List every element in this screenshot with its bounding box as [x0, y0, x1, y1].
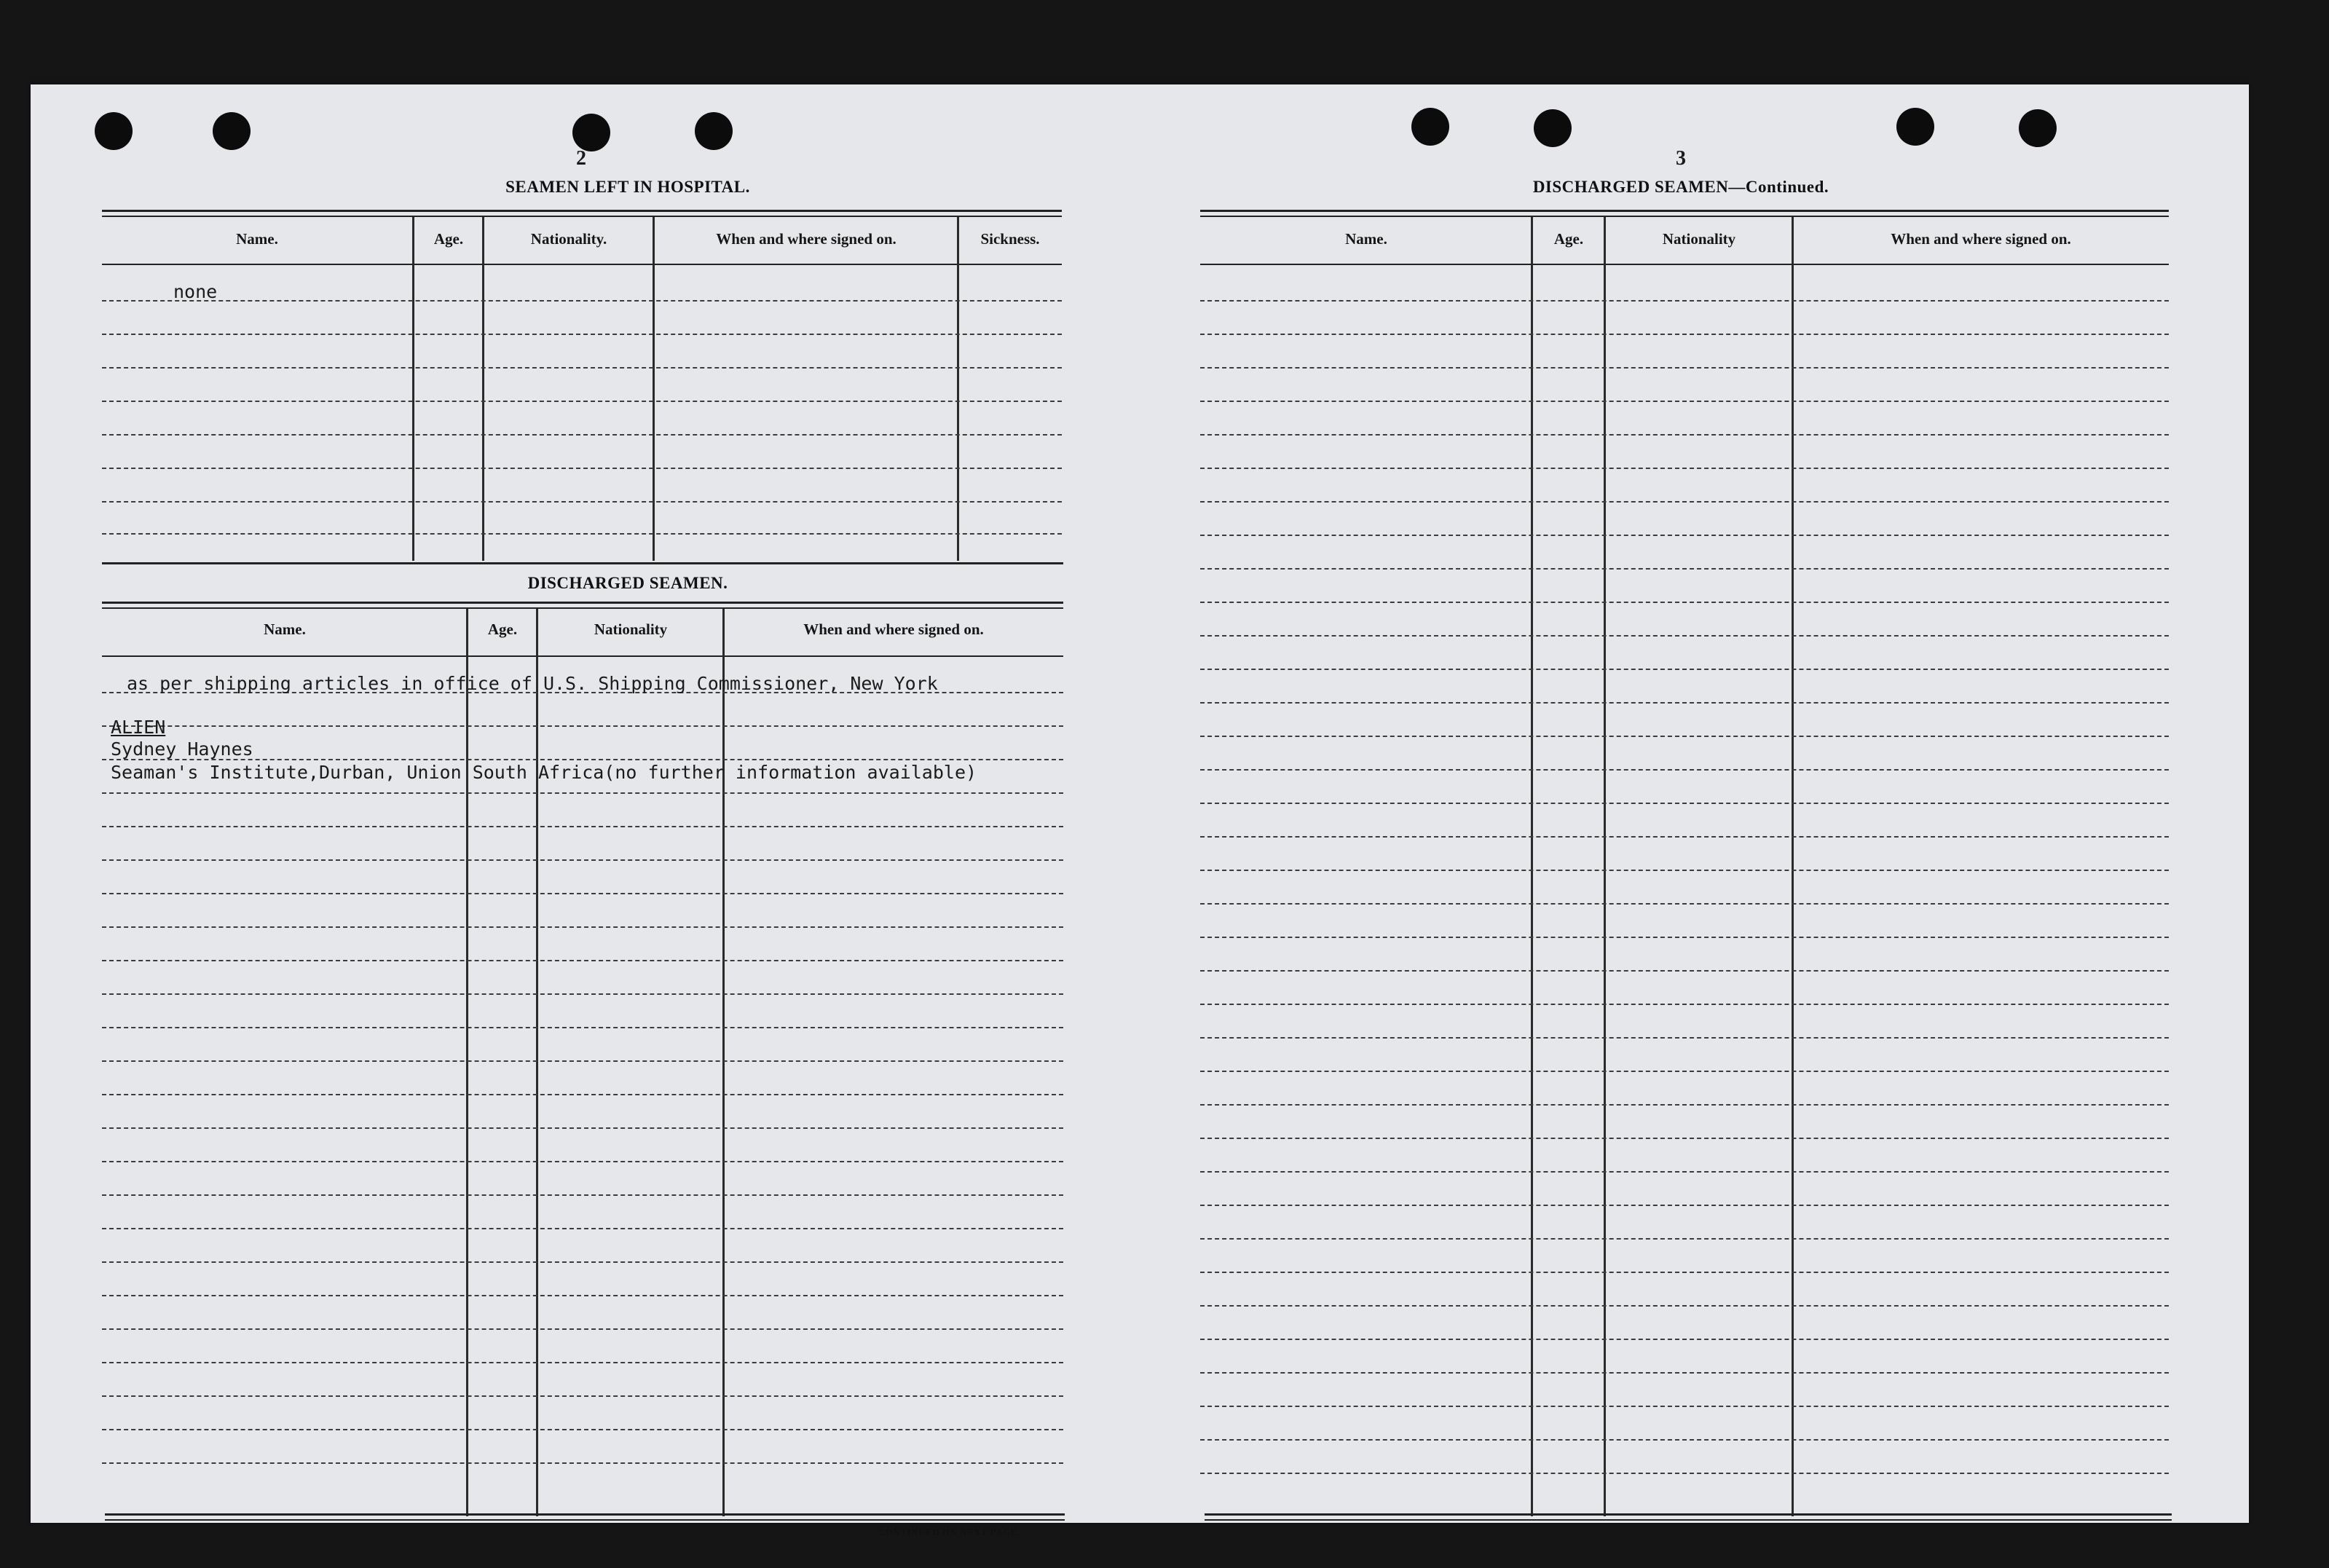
row-line	[1200, 1138, 2169, 1139]
row-line	[102, 1194, 1063, 1196]
column-header: Nationality	[1662, 230, 1736, 248]
punch-hole	[95, 112, 133, 150]
page-number: 3	[1676, 147, 1686, 170]
row-line	[1200, 568, 2169, 570]
row-line	[102, 1161, 1063, 1162]
table-top-rule	[102, 602, 1063, 604]
column-header: Nationality	[594, 620, 668, 638]
row-line	[1200, 1205, 2169, 1206]
page-number: 2	[576, 147, 586, 170]
row-line	[1200, 1305, 2169, 1307]
header-rule	[102, 264, 1062, 265]
row-line	[1200, 1171, 2169, 1173]
column-divider	[482, 217, 484, 561]
table-bottom-rule	[105, 1519, 1065, 1521]
row-line	[102, 401, 1062, 402]
column-divider	[536, 609, 538, 1516]
discharged-entry: as per shipping articles in office of U.S. Shipping Commissioner, New York	[127, 673, 938, 694]
column-header: Sickness.	[980, 230, 1040, 248]
row-line	[1200, 836, 2169, 838]
row-line	[102, 893, 1063, 894]
row-line	[1200, 635, 2169, 637]
punch-hole	[572, 114, 610, 151]
row-line	[102, 725, 1063, 727]
discharged-entry: Seaman's Institute,Durban, Union South Africa(no further information available)	[111, 762, 977, 783]
row-line	[1200, 434, 2169, 436]
column-header: When and where signed on.	[716, 230, 896, 248]
discharged-entry: Sydney Haynes	[111, 738, 253, 760]
table-top-rule	[1200, 216, 2169, 217]
row-line	[1200, 300, 2169, 302]
row-line	[1200, 669, 2169, 670]
column-divider	[466, 609, 468, 1516]
row-line	[1200, 1339, 2169, 1340]
row-line	[1200, 1004, 2169, 1005]
column-header: Age.	[487, 620, 518, 638]
row-line	[1200, 501, 2169, 503]
row-line	[102, 501, 1062, 503]
table-bottom-rule	[1205, 1519, 2172, 1521]
column-divider	[653, 217, 655, 561]
column-divider	[957, 217, 959, 561]
row-line	[102, 1395, 1063, 1397]
row-line	[102, 468, 1062, 469]
column-header: When and where signed on.	[1891, 230, 2071, 248]
row-line	[1200, 1372, 2169, 1374]
continued-note: CONTINUED ON NEXT PAGE.	[878, 1526, 1020, 1537]
row-line	[102, 1462, 1063, 1464]
row-line	[102, 960, 1063, 961]
row-line	[1200, 1104, 2169, 1106]
row-line	[102, 1127, 1063, 1129]
row-line	[1200, 803, 2169, 804]
paper-sheet	[31, 84, 2249, 1537]
table-bottom-rule	[105, 1513, 1065, 1516]
row-line	[102, 1027, 1063, 1028]
punch-hole	[695, 112, 733, 150]
row-line	[102, 1261, 1063, 1263]
row-line	[1200, 1473, 2169, 1474]
column-header: Age.	[1553, 230, 1584, 248]
row-line	[102, 1228, 1063, 1229]
row-line	[102, 367, 1062, 369]
column-header: Name.	[236, 230, 278, 248]
column-divider	[1531, 217, 1533, 1516]
column-divider	[412, 217, 414, 561]
hospital-entry: none	[173, 281, 218, 302]
row-line	[1200, 602, 2169, 603]
discharged-entry: ALIEN	[111, 717, 166, 738]
row-line	[1200, 468, 2169, 469]
punch-hole	[2019, 109, 2057, 147]
row-line	[1200, 870, 2169, 871]
row-line	[1200, 334, 2169, 335]
column-header: Age.	[433, 230, 464, 248]
punch-hole	[1896, 108, 1934, 146]
row-line	[1200, 1406, 2169, 1407]
punch-hole	[1411, 108, 1449, 146]
section-title-discharged-continued: DISCHARGED SEAMEN—Continued.	[1532, 178, 1829, 196]
section-title-hospital: SEAMEN LEFT IN HOSPITAL.	[505, 178, 750, 196]
row-line	[102, 1295, 1063, 1296]
row-line	[102, 993, 1063, 995]
row-line	[1200, 1439, 2169, 1441]
table-bottom-rule	[1205, 1513, 2172, 1516]
section-divider-rule	[102, 562, 1063, 564]
punch-hole	[1534, 109, 1572, 147]
row-line	[1200, 970, 2169, 972]
row-line	[1200, 702, 2169, 704]
row-line	[102, 1094, 1063, 1095]
row-line	[102, 1362, 1063, 1363]
row-line	[1200, 535, 2169, 536]
column-header: Nationality.	[530, 230, 607, 248]
table-top-rule	[1200, 210, 2169, 212]
table-top-rule	[102, 210, 1062, 212]
row-line	[102, 926, 1063, 928]
header-rule	[102, 655, 1063, 657]
row-line	[1200, 1272, 2169, 1273]
row-line	[102, 434, 1062, 436]
row-line	[102, 1429, 1063, 1430]
table-top-rule	[102, 607, 1063, 609]
row-line	[102, 1328, 1063, 1330]
row-line	[1200, 903, 2169, 905]
row-line	[1200, 1071, 2169, 1072]
row-line	[102, 334, 1062, 335]
table-top-rule	[102, 216, 1062, 217]
column-divider	[1792, 217, 1794, 1516]
column-divider	[1604, 217, 1606, 1516]
row-line	[102, 859, 1063, 861]
row-line	[1200, 769, 2169, 771]
row-line	[102, 826, 1063, 827]
column-header: Name.	[264, 620, 306, 638]
header-rule	[1200, 264, 2169, 265]
row-line	[1200, 736, 2169, 737]
column-divider	[722, 609, 725, 1516]
row-line	[1200, 937, 2169, 938]
row-line	[1200, 1238, 2169, 1240]
column-header: Name.	[1345, 230, 1387, 248]
column-header: When and where signed on.	[803, 620, 984, 638]
row-line	[102, 533, 1062, 535]
section-title-discharged: DISCHARGED SEAMEN.	[527, 574, 728, 592]
row-line	[102, 1060, 1063, 1062]
row-line	[102, 300, 1062, 302]
punch-hole	[213, 112, 251, 150]
row-line	[102, 792, 1063, 794]
row-line	[1200, 1037, 2169, 1039]
row-line	[1200, 367, 2169, 369]
row-line	[1200, 401, 2169, 402]
